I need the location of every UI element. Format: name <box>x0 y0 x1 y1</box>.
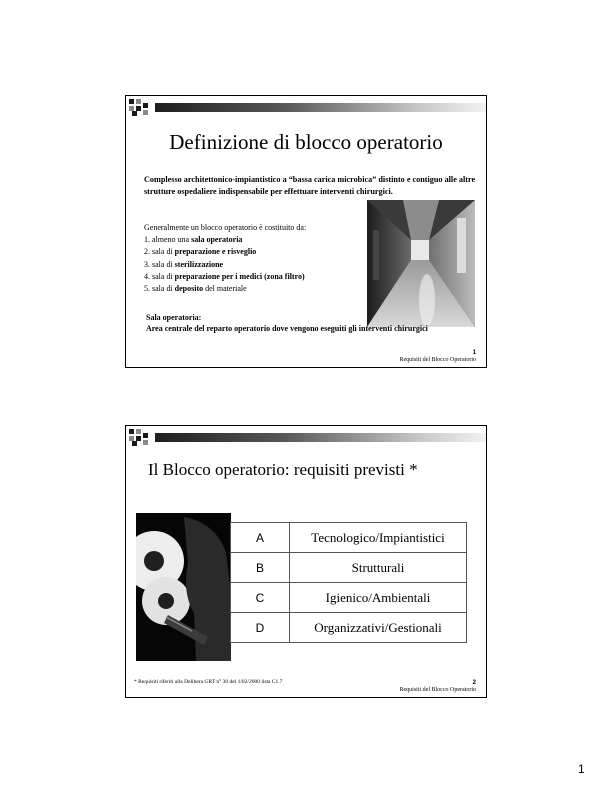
slide-footer <box>400 680 476 694</box>
list-item-prefix: 5. sala di <box>144 284 175 294</box>
row-label: Tecnologico/Impiantistici <box>290 523 467 553</box>
list-item-prefix: 4. sala di <box>144 271 175 281</box>
list-item-emphasis: sala operatoria <box>191 235 243 245</box>
table-row <box>231 583 467 613</box>
sala-title: Sala operatoria: <box>146 313 202 322</box>
table-row <box>231 553 467 583</box>
slide-1 <box>125 95 487 368</box>
row-letter: C <box>231 583 290 613</box>
slide-header-decoration <box>129 99 489 115</box>
list-item-prefix: 1. almeno una <box>144 235 192 245</box>
components-list <box>144 222 306 295</box>
slide-header-decoration <box>129 429 489 445</box>
list-item <box>144 283 306 295</box>
slide-title: Definizione di blocco operatorio <box>169 130 443 154</box>
list-item <box>144 234 306 246</box>
surgeon-lights-photo <box>136 513 231 661</box>
table-row <box>231 523 467 553</box>
corridor-photo <box>367 200 475 327</box>
sala-operatoria-definition <box>146 313 466 334</box>
list-item-emphasis: deposito <box>174 284 204 294</box>
list-item-prefix: 2. sala di <box>144 247 175 257</box>
list-item <box>144 271 306 283</box>
row-label: Strutturali <box>290 553 467 583</box>
slide-footer <box>400 350 476 364</box>
list-item-suffix: del materiale <box>203 284 247 294</box>
list-item-prefix: 3. sala di <box>144 259 175 269</box>
table-row <box>231 613 467 643</box>
slide-number: 2 <box>472 680 476 686</box>
footer-text: Requisiti del Blocco Operatorio <box>399 687 476 693</box>
row-letter: A <box>231 523 290 553</box>
sala-description: Area centrale del reparto operatorio dove vengono eseguiti gli interventi chirurgici <box>146 323 428 333</box>
page-number: 1 <box>578 762 585 776</box>
row-label: Igienico/Ambientali <box>290 583 467 613</box>
list-item <box>144 246 306 258</box>
footnote: * Requisiti riferiti alla Delibera GRT n° 30 del 1/02/2000 lista C1.7 <box>134 679 283 685</box>
slide-title: Il Blocco operatorio: requisiti previsti * <box>148 460 418 479</box>
list-item-emphasis: preparazione e risveglio <box>174 247 257 257</box>
intro-paragraph: Complesso architettonico-impiantistico a “bassa carica microbica” distinto e contiguo alle altre strutture ospedaliere indispensabile per effettuare interventi chirurgici. <box>144 175 476 196</box>
requirements-table <box>230 522 467 643</box>
footer-text: Requisiti del Blocco Operatorio <box>399 357 476 363</box>
slide-2 <box>125 425 487 698</box>
row-label: Organizzativi/Gestionali <box>290 613 467 643</box>
list-item-emphasis: sterilizzazione <box>174 259 224 269</box>
list-item <box>144 259 306 271</box>
list-items <box>144 234 306 295</box>
row-letter: B <box>231 553 290 583</box>
row-letter: D <box>231 613 290 643</box>
list-item-emphasis: preparazione per i medici (zona filtro) <box>174 271 305 281</box>
slide-number: 1 <box>472 350 476 356</box>
list-heading: Generalmente un blocco operatorio è costituito da: <box>144 223 307 232</box>
